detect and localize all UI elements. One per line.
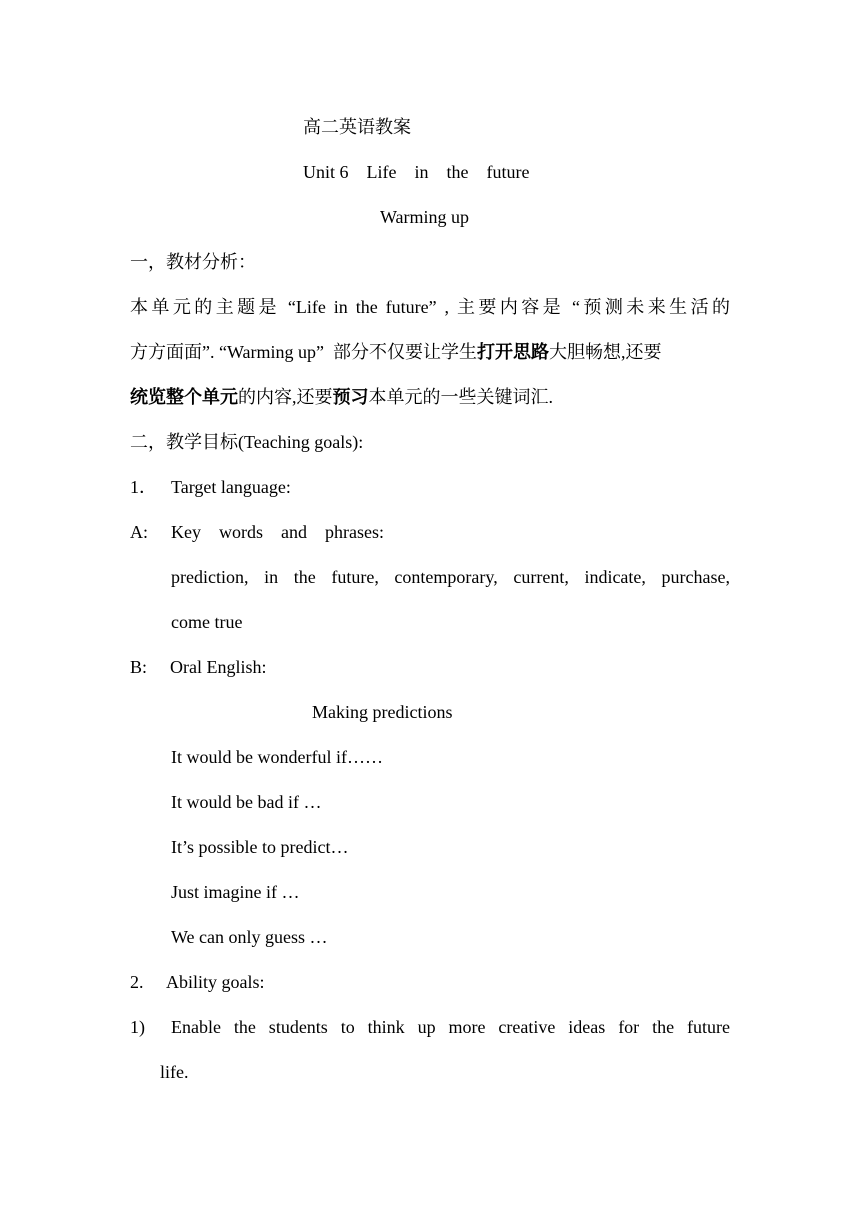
- para-text: 大胆畅想,还要: [549, 342, 662, 362]
- section1-paragraph-line3: [130, 385, 553, 409]
- document-title: 高二英语教案: [303, 117, 411, 137]
- item1-label: Target language:: [171, 477, 291, 497]
- para-text: 本单元的一些关键词汇.: [368, 387, 553, 407]
- subitem-a-label: A:: [130, 522, 148, 542]
- oral-phrase: It would be bad if …: [171, 792, 322, 812]
- section1-paragraph-line1: 本单元的主题是 “Life in the future” , 主要内容是 “预测未来生活的: [130, 297, 730, 317]
- goal1-line2: life.: [160, 1062, 189, 1082]
- oral-english-heading: Making predictions: [312, 702, 453, 722]
- para-emphasis: 统览整个单元: [130, 387, 238, 407]
- oral-phrase: It’s possible to predict…: [171, 837, 349, 857]
- section2-heading: 二，教学目标(Teaching goals):: [130, 432, 364, 452]
- oral-phrase: It would be wonderful if……: [171, 747, 383, 767]
- item1-number: 1．: [130, 477, 157, 497]
- para-text: 方方面面”. “Warming up” 部分不仅要让学生: [130, 342, 477, 362]
- para-emphasis: 预习: [332, 387, 369, 407]
- section-subtitle: Warming up: [380, 207, 470, 227]
- oral-phrase: We can only guess …: [171, 927, 328, 947]
- unit-heading: Unit 6 Life in the future: [303, 162, 530, 182]
- key-words-line2: come true: [171, 612, 243, 632]
- item2-number: 2.: [130, 972, 144, 992]
- subitem-a-text: Key words and phrases:: [171, 522, 384, 542]
- goal1-line1: Enable the students to think up more creative ideas for the future: [171, 1017, 730, 1037]
- section1-heading: 一，教材分析：: [130, 252, 256, 272]
- key-words-line1: prediction, in the future, contemporary, current, indicate, purchase,: [171, 567, 730, 587]
- para-emphasis: 打开思路: [477, 342, 549, 362]
- subitem-b-text: Oral English:: [170, 657, 267, 677]
- section1-paragraph-line2: [130, 340, 662, 364]
- goal1-number: 1): [130, 1017, 145, 1037]
- oral-phrase: Just imagine if …: [171, 882, 300, 902]
- item2-label: Ability goals:: [166, 972, 265, 992]
- subitem-b-label: B:: [130, 657, 148, 677]
- para-text: 的内容,还要: [238, 387, 333, 407]
